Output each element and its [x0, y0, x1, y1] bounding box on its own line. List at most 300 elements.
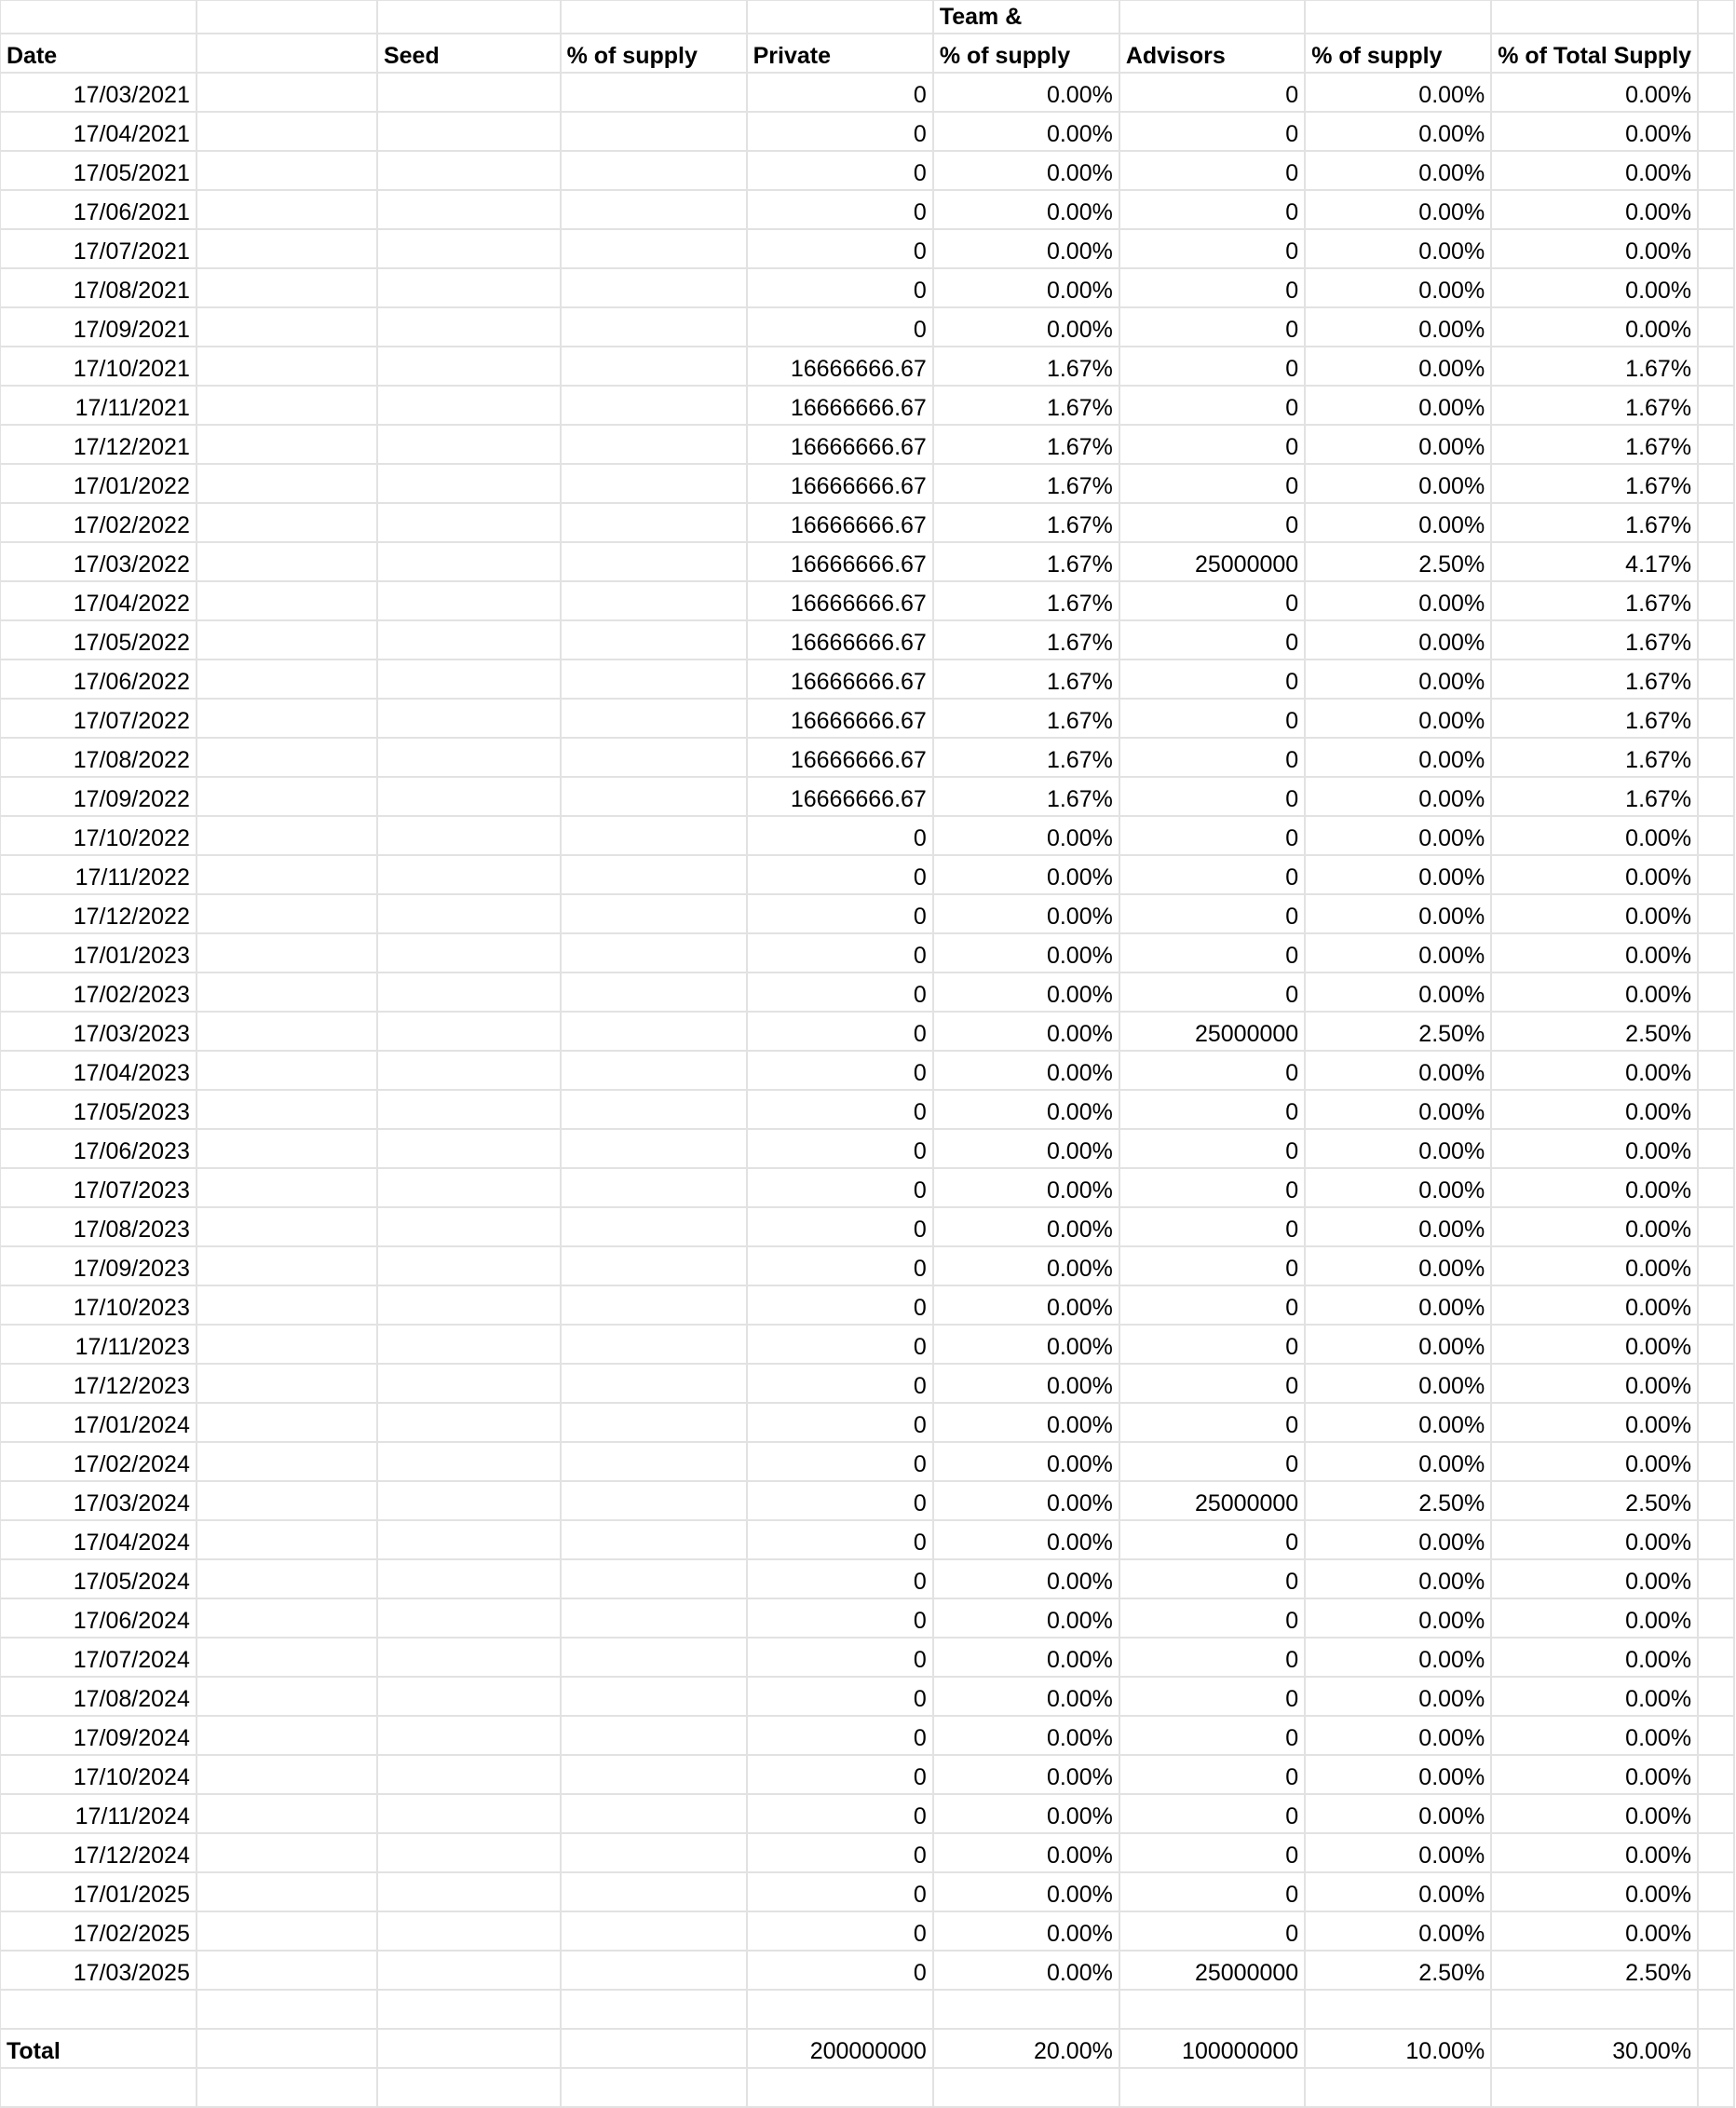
- cell-team-pct[interactable]: 0.00%: [1305, 581, 1491, 620]
- cell-seed[interactable]: [377, 1129, 561, 1168]
- cell-seed-pct[interactable]: [561, 660, 747, 699]
- cell-total-pct[interactable]: 0.00%: [1491, 972, 1698, 1012]
- cell-team-pct[interactable]: 0.00%: [1305, 1168, 1491, 1207]
- cell-empty[interactable]: [1698, 1246, 1734, 1285]
- cell-private[interactable]: 16666666.67: [747, 777, 933, 816]
- cell-team-pct[interactable]: 0.00%: [1305, 933, 1491, 972]
- cell-seed[interactable]: [377, 1677, 561, 1716]
- cell-blank[interactable]: [197, 972, 377, 1012]
- cell-seed-pct[interactable]: [561, 1559, 747, 1598]
- cell-seed-pct[interactable]: [561, 699, 747, 738]
- cell-empty[interactable]: [1698, 2068, 1734, 2107]
- cell-seed-pct[interactable]: [561, 386, 747, 425]
- cell-team-advisors[interactable]: 0: [1119, 268, 1305, 307]
- cell-team-pct[interactable]: 0.00%: [1305, 660, 1491, 699]
- cell-team-advisors[interactable]: [1119, 0, 1305, 34]
- cell-seed-pct[interactable]: [561, 1481, 747, 1520]
- cell-blank[interactable]: [197, 738, 377, 777]
- cell-team-advisors[interactable]: 0: [1119, 151, 1305, 190]
- cell-blank[interactable]: [197, 1364, 377, 1403]
- cell-total-pct[interactable]: 0.00%: [1491, 1755, 1698, 1794]
- cell-total-pct[interactable]: 1.67%: [1491, 777, 1698, 816]
- cell-team-pct[interactable]: 0.00%: [1305, 464, 1491, 503]
- cell-empty[interactable]: [1698, 34, 1734, 73]
- cell-seed-pct[interactable]: [561, 1716, 747, 1755]
- cell-team-pct[interactable]: [1305, 1990, 1491, 2029]
- cell-seed[interactable]: [377, 1872, 561, 1911]
- cell-seed-pct[interactable]: [561, 1833, 747, 1872]
- cell-date[interactable]: [0, 2068, 197, 2107]
- cell-total-pct[interactable]: 0.00%: [1491, 112, 1698, 151]
- cell-seed-pct[interactable]: [561, 1794, 747, 1833]
- cell-private[interactable]: 16666666.67: [747, 620, 933, 660]
- cell-empty[interactable]: [1698, 1520, 1734, 1559]
- cell-seed-pct[interactable]: [561, 1872, 747, 1911]
- cell-team-pct[interactable]: 0.00%: [1305, 1325, 1491, 1364]
- cell-empty[interactable]: [1698, 229, 1734, 268]
- cell-blank[interactable]: [197, 1051, 377, 1090]
- cell-seed-pct[interactable]: [561, 1051, 747, 1090]
- cell-private[interactable]: 0: [747, 1090, 933, 1129]
- cell-team-pct[interactable]: [1305, 2068, 1491, 2107]
- cell-seed-pct[interactable]: [561, 1246, 747, 1285]
- cell-seed[interactable]: [377, 112, 561, 151]
- cell-private-pct[interactable]: 0.00%: [933, 1325, 1119, 1364]
- cell-team-advisors[interactable]: 25000000: [1119, 542, 1305, 581]
- cell-seed-pct[interactable]: [561, 1090, 747, 1129]
- cell-private-pct[interactable]: 0.00%: [933, 190, 1119, 229]
- cell-date[interactable]: 17/05/2023: [0, 1090, 197, 1129]
- cell-team-pct[interactable]: 0.00%: [1305, 1755, 1491, 1794]
- cell-team-advisors[interactable]: 25000000: [1119, 1012, 1305, 1051]
- cell-empty[interactable]: [1698, 855, 1734, 894]
- cell-blank[interactable]: [197, 386, 377, 425]
- cell-private[interactable]: 0: [747, 1207, 933, 1246]
- cell-private-pct[interactable]: 1.67%: [933, 503, 1119, 542]
- cell-private[interactable]: 16666666.67: [747, 503, 933, 542]
- cell-seed[interactable]: [377, 1285, 561, 1325]
- cell-date[interactable]: 17/01/2024: [0, 1403, 197, 1442]
- cell-blank[interactable]: [197, 347, 377, 386]
- cell-blank[interactable]: [197, 1598, 377, 1638]
- cell-private-pct[interactable]: Team &: [933, 0, 1119, 34]
- cell-team-advisors[interactable]: 0: [1119, 1833, 1305, 1872]
- cell-date[interactable]: 17/02/2022: [0, 503, 197, 542]
- cell-empty[interactable]: [1698, 1207, 1734, 1246]
- cell-date[interactable]: 17/05/2021: [0, 151, 197, 190]
- cell-empty[interactable]: [1698, 1794, 1734, 1833]
- cell-private[interactable]: 0: [747, 1403, 933, 1442]
- cell-team-pct[interactable]: 2.50%: [1305, 1012, 1491, 1051]
- cell-empty[interactable]: [1698, 581, 1734, 620]
- cell-private[interactable]: 0: [747, 1285, 933, 1325]
- cell-seed-pct[interactable]: [561, 1403, 747, 1442]
- cell-private[interactable]: 0: [747, 1677, 933, 1716]
- cell-seed-pct[interactable]: [561, 1520, 747, 1559]
- cell-blank[interactable]: [197, 1325, 377, 1364]
- cell-private-pct[interactable]: 0.00%: [933, 1403, 1119, 1442]
- cell-seed-pct[interactable]: [561, 620, 747, 660]
- cell-total-pct[interactable]: 1.67%: [1491, 660, 1698, 699]
- cell-team-pct[interactable]: 0.00%: [1305, 1129, 1491, 1168]
- cell-team-advisors[interactable]: [1119, 1990, 1305, 2029]
- cell-team-pct[interactable]: 0.00%: [1305, 855, 1491, 894]
- cell-private[interactable]: 16666666.67: [747, 581, 933, 620]
- cell-private-pct[interactable]: 1.67%: [933, 386, 1119, 425]
- cell-seed[interactable]: [377, 1755, 561, 1794]
- cell-private[interactable]: 0: [747, 190, 933, 229]
- cell-seed[interactable]: [377, 894, 561, 933]
- cell-seed[interactable]: [377, 777, 561, 816]
- cell-team-advisors[interactable]: 0: [1119, 777, 1305, 816]
- cell-seed[interactable]: [377, 1990, 561, 2029]
- cell-total-pct[interactable]: 0.00%: [1491, 73, 1698, 112]
- cell-team-pct[interactable]: 0.00%: [1305, 816, 1491, 855]
- cell-date[interactable]: 17/06/2021: [0, 190, 197, 229]
- cell-total-pct[interactable]: 2.50%: [1491, 1012, 1698, 1051]
- cell-team-pct[interactable]: 0.00%: [1305, 1872, 1491, 1911]
- cell-team-pct[interactable]: 0.00%: [1305, 1638, 1491, 1677]
- cell-empty[interactable]: [1698, 699, 1734, 738]
- cell-private-pct[interactable]: [933, 2068, 1119, 2107]
- cell-empty[interactable]: [1698, 1755, 1734, 1794]
- cell-team-advisors[interactable]: 0: [1119, 581, 1305, 620]
- cell-private[interactable]: 0: [747, 268, 933, 307]
- cell-team-pct[interactable]: 0.00%: [1305, 1677, 1491, 1716]
- cell-team-advisors[interactable]: 0: [1119, 1520, 1305, 1559]
- cell-blank[interactable]: [197, 1481, 377, 1520]
- cell-private-pct[interactable]: 1.67%: [933, 347, 1119, 386]
- cell-seed[interactable]: [377, 1598, 561, 1638]
- cell-private-pct[interactable]: 0.00%: [933, 855, 1119, 894]
- cell-private-pct[interactable]: 0.00%: [933, 1129, 1119, 1168]
- cell-team-advisors[interactable]: 0: [1119, 347, 1305, 386]
- cell-team-advisors[interactable]: 0: [1119, 1168, 1305, 1207]
- cell-empty[interactable]: [1698, 1012, 1734, 1051]
- cell-private[interactable]: 0: [747, 1794, 933, 1833]
- cell-total-pct[interactable]: 0.00%: [1491, 1911, 1698, 1951]
- cell-total-pct[interactable]: 0.00%: [1491, 1168, 1698, 1207]
- cell-date[interactable]: 17/10/2021: [0, 347, 197, 386]
- cell-seed-pct[interactable]: [561, 1951, 747, 1990]
- cell-total-pct[interactable]: 0.00%: [1491, 1090, 1698, 1129]
- cell-private[interactable]: 0: [747, 816, 933, 855]
- cell-date[interactable]: 17/09/2024: [0, 1716, 197, 1755]
- cell-team-advisors[interactable]: 0: [1119, 972, 1305, 1012]
- cell-empty[interactable]: [1698, 503, 1734, 542]
- cell-blank[interactable]: [197, 425, 377, 464]
- cell-private[interactable]: 0: [747, 1638, 933, 1677]
- cell-team-advisors[interactable]: 0: [1119, 112, 1305, 151]
- cell-private-pct[interactable]: 0.00%: [933, 1442, 1119, 1481]
- cell-blank[interactable]: [197, 1911, 377, 1951]
- cell-date[interactable]: 17/03/2021: [0, 73, 197, 112]
- cell-private[interactable]: 0: [747, 933, 933, 972]
- cell-seed[interactable]: [377, 1325, 561, 1364]
- cell-empty[interactable]: [1698, 112, 1734, 151]
- cell-total-pct[interactable]: [1491, 0, 1698, 34]
- cell-empty[interactable]: [1698, 620, 1734, 660]
- cell-date[interactable]: 17/11/2024: [0, 1794, 197, 1833]
- cell-blank[interactable]: [197, 1833, 377, 1872]
- cell-private[interactable]: 16666666.67: [747, 347, 933, 386]
- cell-seed-pct[interactable]: [561, 894, 747, 933]
- cell-private[interactable]: 16666666.67: [747, 738, 933, 777]
- cell-private-pct[interactable]: 0.00%: [933, 1951, 1119, 1990]
- cell-seed[interactable]: [377, 581, 561, 620]
- cell-blank[interactable]: [197, 1090, 377, 1129]
- cell-private-pct[interactable]: 0.00%: [933, 229, 1119, 268]
- cell-team-pct[interactable]: 0.00%: [1305, 1442, 1491, 1481]
- cell-empty[interactable]: [1698, 1990, 1734, 2029]
- cell-date[interactable]: 17/08/2024: [0, 1677, 197, 1716]
- cell-private[interactable]: 16666666.67: [747, 542, 933, 581]
- cell-empty[interactable]: [1698, 1403, 1734, 1442]
- cell-team-pct[interactable]: 0.00%: [1305, 972, 1491, 1012]
- cell-private[interactable]: 200000000: [747, 2029, 933, 2068]
- cell-date[interactable]: 17/03/2024: [0, 1481, 197, 1520]
- cell-date[interactable]: 17/01/2025: [0, 1872, 197, 1911]
- cell-private-pct[interactable]: 0.00%: [933, 1481, 1119, 1520]
- cell-private[interactable]: 16666666.67: [747, 425, 933, 464]
- cell-total-pct[interactable]: 0.00%: [1491, 1442, 1698, 1481]
- cell-private[interactable]: 0: [747, 307, 933, 347]
- cell-empty[interactable]: [1698, 1833, 1734, 1872]
- cell-date[interactable]: 17/06/2023: [0, 1129, 197, 1168]
- cell-blank[interactable]: [197, 73, 377, 112]
- cell-team-advisors[interactable]: 0: [1119, 1090, 1305, 1129]
- cell-team-advisors[interactable]: 0: [1119, 1364, 1305, 1403]
- cell-team-pct[interactable]: 0.00%: [1305, 777, 1491, 816]
- cell-blank[interactable]: [197, 1755, 377, 1794]
- cell-private[interactable]: [747, 0, 933, 34]
- cell-total-pct[interactable]: 0.00%: [1491, 190, 1698, 229]
- cell-date[interactable]: 17/09/2023: [0, 1246, 197, 1285]
- cell-seed[interactable]: [377, 1951, 561, 1990]
- cell-seed[interactable]: [377, 1794, 561, 1833]
- cell-team-advisors[interactable]: 0: [1119, 190, 1305, 229]
- cell-date[interactable]: 17/09/2021: [0, 307, 197, 347]
- cell-team-advisors[interactable]: 0: [1119, 1325, 1305, 1364]
- cell-private[interactable]: 0: [747, 1951, 933, 1990]
- cell-seed-pct[interactable]: [561, 581, 747, 620]
- cell-private[interactable]: 16666666.67: [747, 464, 933, 503]
- cell-team-advisors[interactable]: 0: [1119, 1755, 1305, 1794]
- cell-team-pct[interactable]: 0.00%: [1305, 894, 1491, 933]
- cell-team-pct[interactable]: 0.00%: [1305, 1833, 1491, 1872]
- cell-team-pct[interactable]: 0.00%: [1305, 503, 1491, 542]
- cell-date[interactable]: Total: [0, 2029, 197, 2068]
- cell-blank[interactable]: [197, 933, 377, 972]
- cell-total-pct[interactable]: 0.00%: [1491, 307, 1698, 347]
- cell-seed[interactable]: [377, 464, 561, 503]
- cell-total-pct[interactable]: 1.67%: [1491, 464, 1698, 503]
- cell-seed[interactable]: [377, 386, 561, 425]
- cell-private-pct[interactable]: 0.00%: [933, 1012, 1119, 1051]
- cell-date[interactable]: 17/06/2022: [0, 660, 197, 699]
- cell-date[interactable]: 17/12/2021: [0, 425, 197, 464]
- cell-private-pct[interactable]: 0.00%: [933, 1285, 1119, 1325]
- cell-team-pct[interactable]: 0.00%: [1305, 347, 1491, 386]
- cell-empty[interactable]: [1698, 1364, 1734, 1403]
- cell-team-advisors[interactable]: 25000000: [1119, 1951, 1305, 1990]
- cell-seed[interactable]: [377, 1520, 561, 1559]
- cell-private-pct[interactable]: 20.00%: [933, 2029, 1119, 2068]
- cell-team-pct[interactable]: 0.00%: [1305, 1559, 1491, 1598]
- cell-private-pct[interactable]: 1.67%: [933, 542, 1119, 581]
- cell-team-pct[interactable]: [1305, 0, 1491, 34]
- cell-seed[interactable]: [377, 229, 561, 268]
- cell-team-pct[interactable]: 0.00%: [1305, 112, 1491, 151]
- cell-total-pct[interactable]: 0.00%: [1491, 1872, 1698, 1911]
- cell-private[interactable]: 0: [747, 1598, 933, 1638]
- cell-blank[interactable]: [197, 1990, 377, 2029]
- cell-date[interactable]: 17/01/2023: [0, 933, 197, 972]
- cell-seed[interactable]: [377, 738, 561, 777]
- cell-seed-pct[interactable]: [561, 1012, 747, 1051]
- cell-team-advisors[interactable]: 0: [1119, 425, 1305, 464]
- cell-private-pct[interactable]: 0.00%: [933, 1364, 1119, 1403]
- cell-total-pct[interactable]: 0.00%: [1491, 855, 1698, 894]
- cell-team-pct[interactable]: 10.00%: [1305, 2029, 1491, 2068]
- cell-empty[interactable]: [1698, 307, 1734, 347]
- cell-seed[interactable]: [377, 503, 561, 542]
- cell-seed-pct[interactable]: [561, 112, 747, 151]
- cell-seed-pct[interactable]: [561, 307, 747, 347]
- cell-seed-pct[interactable]: [561, 1677, 747, 1716]
- cell-seed[interactable]: [377, 1051, 561, 1090]
- cell-blank[interactable]: [197, 542, 377, 581]
- cell-empty[interactable]: [1698, 1677, 1734, 1716]
- cell-total-pct[interactable]: 4.17%: [1491, 542, 1698, 581]
- cell-seed[interactable]: [377, 347, 561, 386]
- cell-blank[interactable]: [197, 777, 377, 816]
- cell-empty[interactable]: [1698, 1285, 1734, 1325]
- cell-empty[interactable]: [1698, 1911, 1734, 1951]
- cell-team-pct[interactable]: 0.00%: [1305, 1285, 1491, 1325]
- cell-seed[interactable]: [377, 542, 561, 581]
- cell-date[interactable]: 17/05/2022: [0, 620, 197, 660]
- cell-total-pct[interactable]: 0.00%: [1491, 894, 1698, 933]
- cell-total-pct[interactable]: 0.00%: [1491, 816, 1698, 855]
- cell-seed-pct[interactable]: [561, 190, 747, 229]
- cell-seed[interactable]: [377, 855, 561, 894]
- cell-total-pct[interactable]: 0.00%: [1491, 268, 1698, 307]
- cell-blank[interactable]: [197, 307, 377, 347]
- cell-seed[interactable]: [377, 1638, 561, 1677]
- cell-private-pct[interactable]: 0.00%: [933, 1833, 1119, 1872]
- cell-seed-pct[interactable]: [561, 425, 747, 464]
- cell-total-pct[interactable]: 0.00%: [1491, 1559, 1698, 1598]
- cell-private[interactable]: 0: [747, 1833, 933, 1872]
- cell-private[interactable]: 0: [747, 1716, 933, 1755]
- cell-total-pct[interactable]: 1.67%: [1491, 425, 1698, 464]
- cell-private-pct[interactable]: 0.00%: [933, 1598, 1119, 1638]
- cell-empty[interactable]: [1698, 894, 1734, 933]
- cell-private[interactable]: 0: [747, 73, 933, 112]
- cell-team-advisors[interactable]: [1119, 2068, 1305, 2107]
- cell-team-pct[interactable]: 0.00%: [1305, 1207, 1491, 1246]
- cell-private-pct[interactable]: 0.00%: [933, 1246, 1119, 1285]
- cell-total-pct[interactable]: [1491, 2068, 1698, 2107]
- cell-team-pct[interactable]: 0.00%: [1305, 1246, 1491, 1285]
- cell-date[interactable]: 17/11/2023: [0, 1325, 197, 1364]
- cell-private[interactable]: 16666666.67: [747, 699, 933, 738]
- cell-blank[interactable]: [197, 1638, 377, 1677]
- cell-team-pct[interactable]: 2.50%: [1305, 1951, 1491, 1990]
- cell-blank[interactable]: [197, 1129, 377, 1168]
- cell-seed-pct[interactable]: [561, 1638, 747, 1677]
- cell-team-advisors[interactable]: 0: [1119, 229, 1305, 268]
- cell-private[interactable]: 0: [747, 112, 933, 151]
- cell-private[interactable]: 0: [747, 1755, 933, 1794]
- cell-empty[interactable]: [1698, 1951, 1734, 1990]
- cell-seed[interactable]: [377, 816, 561, 855]
- cell-total-pct[interactable]: 1.67%: [1491, 386, 1698, 425]
- cell-seed[interactable]: [377, 307, 561, 347]
- cell-date[interactable]: [0, 0, 197, 34]
- cell-blank[interactable]: [197, 1794, 377, 1833]
- cell-team-advisors[interactable]: 0: [1119, 1872, 1305, 1911]
- cell-private-pct[interactable]: 1.67%: [933, 699, 1119, 738]
- cell-team-pct[interactable]: 0.00%: [1305, 1520, 1491, 1559]
- cell-seed-pct[interactable]: [561, 1598, 747, 1638]
- cell-blank[interactable]: [197, 1207, 377, 1246]
- cell-seed[interactable]: [377, 972, 561, 1012]
- cell-seed-pct[interactable]: [561, 73, 747, 112]
- cell-private-pct[interactable]: 0.00%: [933, 1755, 1119, 1794]
- cell-team-advisors[interactable]: 0: [1119, 1246, 1305, 1285]
- cell-date[interactable]: 17/03/2025: [0, 1951, 197, 1990]
- cell-seed-pct[interactable]: [561, 1129, 747, 1168]
- cell-team-pct[interactable]: 0.00%: [1305, 307, 1491, 347]
- cell-team-advisors[interactable]: 0: [1119, 1911, 1305, 1951]
- cell-seed-pct[interactable]: [561, 1364, 747, 1403]
- cell-team-pct[interactable]: % of supply: [1305, 34, 1491, 73]
- cell-seed-pct[interactable]: % of supply: [561, 34, 747, 73]
- cell-seed-pct[interactable]: [561, 151, 747, 190]
- cell-team-pct[interactable]: 2.50%: [1305, 1481, 1491, 1520]
- cell-blank[interactable]: [197, 816, 377, 855]
- cell-private-pct[interactable]: 0.00%: [933, 73, 1119, 112]
- cell-seed-pct[interactable]: [561, 2068, 747, 2107]
- cell-seed[interactable]: [377, 1403, 561, 1442]
- cell-private-pct[interactable]: 0.00%: [933, 972, 1119, 1012]
- cell-team-advisors[interactable]: 100000000: [1119, 2029, 1305, 2068]
- cell-total-pct[interactable]: % of Total Supply: [1491, 34, 1698, 73]
- cell-private[interactable]: 0: [747, 151, 933, 190]
- cell-blank[interactable]: [197, 0, 377, 34]
- cell-team-advisors[interactable]: 0: [1119, 816, 1305, 855]
- cell-private[interactable]: 0: [747, 1520, 933, 1559]
- cell-blank[interactable]: [197, 1403, 377, 1442]
- cell-private[interactable]: 0: [747, 1325, 933, 1364]
- cell-date[interactable]: Date: [0, 34, 197, 73]
- cell-seed-pct[interactable]: [561, 972, 747, 1012]
- cell-team-advisors[interactable]: 0: [1119, 73, 1305, 112]
- cell-seed-pct[interactable]: [561, 268, 747, 307]
- cell-seed-pct[interactable]: [561, 229, 747, 268]
- cell-total-pct[interactable]: 1.67%: [1491, 699, 1698, 738]
- cell-seed[interactable]: [377, 699, 561, 738]
- cell-team-pct[interactable]: 0.00%: [1305, 699, 1491, 738]
- cell-team-advisors[interactable]: 0: [1119, 1598, 1305, 1638]
- cell-empty[interactable]: [1698, 464, 1734, 503]
- cell-empty[interactable]: [1698, 660, 1734, 699]
- cell-blank[interactable]: [197, 34, 377, 73]
- cell-private-pct[interactable]: 0.00%: [933, 112, 1119, 151]
- cell-team-advisors[interactable]: 0: [1119, 660, 1305, 699]
